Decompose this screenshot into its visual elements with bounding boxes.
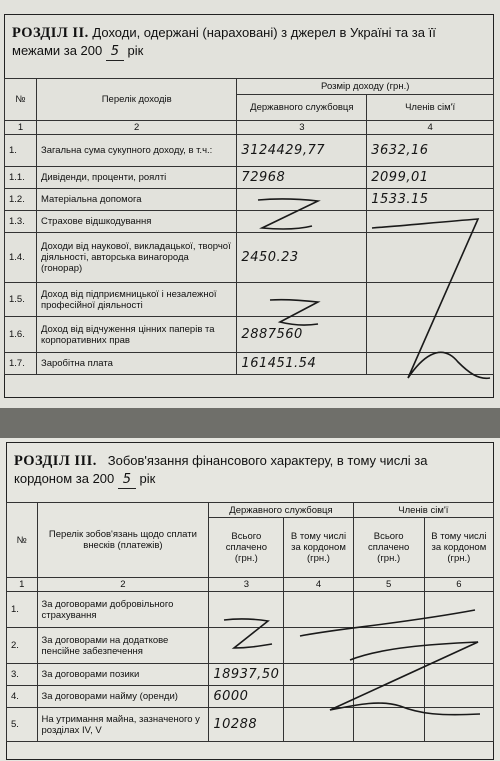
official-value xyxy=(237,211,367,233)
table-row xyxy=(7,708,494,742)
col-num-header: № xyxy=(5,79,37,121)
row-label: За договорами на додаткове пенсійне забезпечення xyxy=(37,628,209,664)
family-value xyxy=(367,283,494,317)
official-value: 3124429,77 xyxy=(237,135,367,167)
row-label: Загальна сума сукупного доходу, в т.ч.: xyxy=(36,135,236,167)
official-abroad-value xyxy=(284,664,353,686)
table-row xyxy=(7,592,494,628)
col-official-header: Державного службовця xyxy=(237,95,367,121)
index-cell: 1 xyxy=(5,121,37,135)
table-row xyxy=(5,135,494,167)
row-label: Дивіденди, проценти, роялті xyxy=(36,167,236,189)
index-cell: 3 xyxy=(209,578,284,592)
family-value xyxy=(367,317,494,353)
family-abroad-value xyxy=(424,592,493,628)
official-value xyxy=(237,283,367,317)
row-label: Страхове відшкодування xyxy=(36,211,236,233)
row-label: На утримання майна, зазначеного у розділах IV, V xyxy=(37,708,209,742)
family-total-value xyxy=(353,592,424,628)
official-value xyxy=(237,189,367,211)
section-2-title-text: Доходи, одержані (нараховані) з джерел в Україні та за її межами за 200 xyxy=(12,25,436,58)
family-total-value xyxy=(353,628,424,664)
official-total-value: 18937,50 xyxy=(209,664,284,686)
index-cell: 5 xyxy=(353,578,424,592)
table-row xyxy=(7,628,494,664)
official-abroad-value xyxy=(284,628,353,664)
row-label: Заробітна плата xyxy=(36,353,236,375)
family-abroad-value xyxy=(424,628,493,664)
family-value xyxy=(367,233,494,283)
section-2-title xyxy=(12,24,482,61)
index-cell: 4 xyxy=(284,578,353,592)
official-total-value xyxy=(209,628,284,664)
income-table xyxy=(4,78,494,375)
col-list-header: Перелік зобов'язань щодо сплати внесків (платежів) xyxy=(37,503,209,578)
row-num: 2. xyxy=(7,628,38,664)
col-amount-header: Розмір доходу (грн.) xyxy=(237,79,494,95)
index-cell: 2 xyxy=(36,121,236,135)
official-abroad-value xyxy=(284,686,353,708)
row-label: Доход від відчуження цінних паперів та корпоративних прав xyxy=(36,317,236,353)
family-value: 1533.15 xyxy=(367,189,494,211)
page-section-3 xyxy=(0,438,500,761)
row-label: За договорами добровільного страхування xyxy=(37,592,209,628)
row-num: 1.5. xyxy=(5,283,37,317)
section-2-heading: РОЗДІЛ ІІ. xyxy=(12,25,89,41)
obligations-table xyxy=(6,502,494,742)
family-value xyxy=(367,211,494,233)
row-num: 1.3. xyxy=(5,211,37,233)
table-row xyxy=(5,189,494,211)
official-abroad-value xyxy=(284,708,353,742)
family-abroad-value xyxy=(424,686,493,708)
index-cell: 2 xyxy=(37,578,209,592)
index-cell: 1 xyxy=(7,578,38,592)
family-abroad-value xyxy=(424,664,493,686)
index-cell: 6 xyxy=(424,578,493,592)
row-label: Доходи від наукової, викладацької, творчої діяльності, авторська винагорода (гонорар) xyxy=(36,233,236,283)
official-value: 2887560 xyxy=(237,317,367,353)
family-total-value xyxy=(353,708,424,742)
section-3-year: 5 xyxy=(118,471,136,489)
col-official-abroad: В тому числі за кордоном (грн.) xyxy=(284,518,353,578)
row-num: 3. xyxy=(7,664,38,686)
col-num-header: № xyxy=(7,503,38,578)
col-family-header: Членів сім'ї xyxy=(353,503,493,518)
col-official-total: Всього сплачено (грн.) xyxy=(209,518,284,578)
official-total-value: 6000 xyxy=(209,686,284,708)
table-row xyxy=(7,664,494,686)
table-row xyxy=(5,233,494,283)
official-abroad-value xyxy=(284,592,353,628)
row-num: 1.1. xyxy=(5,167,37,189)
family-value xyxy=(367,353,494,375)
official-value: 161451.54 xyxy=(237,353,367,375)
col-family-total: Всього сплачено (грн.) xyxy=(353,518,424,578)
official-total-value: 10288 xyxy=(209,708,284,742)
row-num: 4. xyxy=(7,686,38,708)
row-num: 1.7. xyxy=(5,353,37,375)
col-family-abroad: В тому числі за кордоном (грн.) xyxy=(424,518,493,578)
official-value: 72968 xyxy=(237,167,367,189)
row-label: За договорами позики xyxy=(37,664,209,686)
section-2-year-suffix: рік xyxy=(127,43,144,58)
table-row xyxy=(5,211,494,233)
row-num: 1. xyxy=(7,592,38,628)
section-3-heading: РОЗДІЛ ІІІ. xyxy=(14,453,97,469)
table-row xyxy=(5,317,494,353)
section-3-year-suffix: рік xyxy=(139,471,156,486)
row-num: 5. xyxy=(7,708,38,742)
section-2-year: 5 xyxy=(106,43,124,61)
table-row xyxy=(5,353,494,375)
row-label: Матеріальна допомога xyxy=(36,189,236,211)
col-official-header: Державного службовця xyxy=(209,503,353,518)
page-gap xyxy=(0,408,500,438)
family-total-value xyxy=(353,686,424,708)
index-cell: 3 xyxy=(237,121,367,135)
row-num: 1.6. xyxy=(5,317,37,353)
official-value: 2450.23 xyxy=(237,233,367,283)
table-row xyxy=(5,283,494,317)
row-label: За договорами найму (оренди) xyxy=(37,686,209,708)
table-row xyxy=(7,686,494,708)
family-total-value xyxy=(353,664,424,686)
table-row xyxy=(5,167,494,189)
family-value: 3632,16 xyxy=(367,135,494,167)
row-num: 1.4. xyxy=(5,233,37,283)
family-value: 2099,01 xyxy=(367,167,494,189)
section-3-title xyxy=(14,452,484,489)
col-family-header: Членів сім'ї xyxy=(367,95,494,121)
row-label: Доход від підприємницької і незалежної професійної діяльності xyxy=(36,283,236,317)
col-list-header: Перелік доходів xyxy=(36,79,236,121)
index-cell: 4 xyxy=(367,121,494,135)
official-total-value xyxy=(209,592,284,628)
family-abroad-value xyxy=(424,708,493,742)
row-num: 1. xyxy=(5,135,37,167)
row-num: 1.2. xyxy=(5,189,37,211)
section-3-title-text: Зобов'язання фінансового характеру, в тому числі за кордоном за 200 xyxy=(14,453,428,486)
